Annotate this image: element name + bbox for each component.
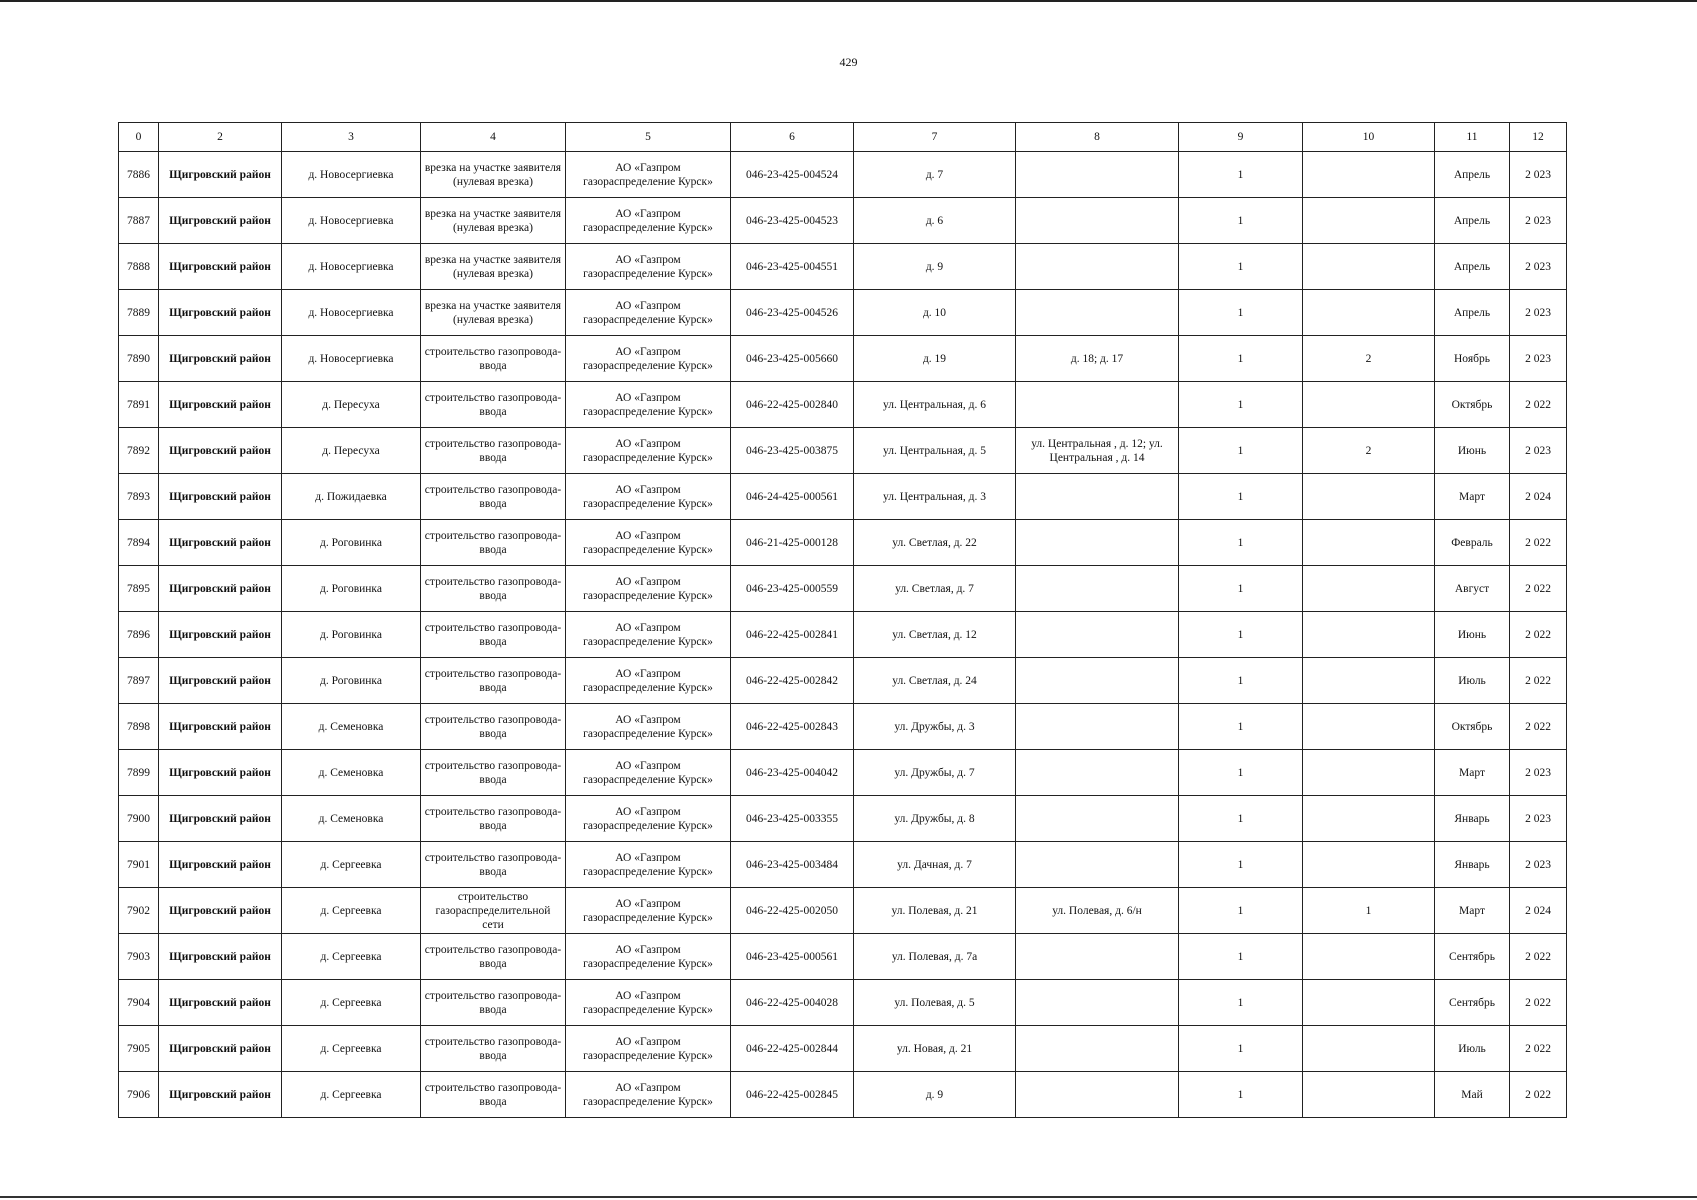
cell-extra-count [1303, 152, 1435, 198]
cell-settlement: д. Семеновка [282, 750, 421, 796]
cell-row-number: 7905 [119, 1026, 159, 1072]
cell-district: Щигровский район [159, 658, 282, 704]
cell-year: 2 023 [1510, 152, 1567, 198]
cell-work-type: врезка на участке заявителя (нулевая врезка) [421, 244, 566, 290]
cell-work-type: строительство газораспределительной сети [421, 888, 566, 934]
cell-work-type: строительство газопровода-ввода [421, 382, 566, 428]
cell-extra-addresses [1016, 704, 1179, 750]
cell-settlement: д. Сергеевка [282, 934, 421, 980]
cell-address: ул. Дружбы, д. 3 [854, 704, 1016, 750]
cell-year: 2 022 [1510, 382, 1567, 428]
cell-address: д. 10 [854, 290, 1016, 336]
table-row [119, 290, 1567, 336]
table-row [119, 658, 1567, 704]
cell-count: 1 [1179, 980, 1303, 1026]
cell-address: ул. Новая, д. 21 [854, 1026, 1016, 1072]
cell-work-type: строительство газопровода-ввода [421, 934, 566, 980]
cell-settlement: д. Сергеевка [282, 842, 421, 888]
cell-application-id: 046-23-425-004523 [731, 198, 854, 244]
cell-settlement: д. Новосергиевка [282, 152, 421, 198]
cell-row-number: 7898 [119, 704, 159, 750]
cell-row-number: 7895 [119, 566, 159, 612]
cell-organization: АО «Газпром газораспределение Курск» [566, 566, 731, 612]
cell-month: Апрель [1435, 152, 1510, 198]
cell-work-type: строительство газопровода-ввода [421, 842, 566, 888]
cell-organization: АО «Газпром газораспределение Курск» [566, 750, 731, 796]
cell-address: д. 9 [854, 244, 1016, 290]
cell-count: 1 [1179, 842, 1303, 888]
cell-work-type: строительство газопровода-ввода [421, 1026, 566, 1072]
table-row [119, 244, 1567, 290]
cell-extra-count: 1 [1303, 888, 1435, 934]
cell-extra-addresses [1016, 520, 1179, 566]
cell-settlement: д. Семеновка [282, 796, 421, 842]
cell-settlement: д. Новосергиевка [282, 198, 421, 244]
cell-extra-addresses [1016, 658, 1179, 704]
cell-row-number: 7904 [119, 980, 159, 1026]
cell-address: ул. Дачная, д. 7 [854, 842, 1016, 888]
table-row [119, 888, 1567, 934]
cell-work-type: строительство газопровода-ввода [421, 566, 566, 612]
cell-settlement: д. Новосергиевка [282, 244, 421, 290]
cell-count: 1 [1179, 658, 1303, 704]
cell-organization: АО «Газпром газораспределение Курск» [566, 152, 731, 198]
cell-settlement: д. Пересуха [282, 382, 421, 428]
cell-extra-count [1303, 842, 1435, 888]
cell-row-number: 7899 [119, 750, 159, 796]
cell-district: Щигровский район [159, 704, 282, 750]
data-table [118, 122, 1567, 1118]
cell-row-number: 7893 [119, 474, 159, 520]
cell-count: 1 [1179, 704, 1303, 750]
column-header-0: 0 [119, 123, 159, 152]
cell-organization: АО «Газпром газораспределение Курск» [566, 612, 731, 658]
cell-count: 1 [1179, 612, 1303, 658]
cell-address: ул. Центральная, д. 5 [854, 428, 1016, 474]
cell-row-number: 7896 [119, 612, 159, 658]
cell-extra-addresses [1016, 980, 1179, 1026]
cell-district: Щигровский район [159, 290, 282, 336]
cell-settlement: д. Новосергиевка [282, 336, 421, 382]
column-header-2: 2 [159, 123, 282, 152]
cell-extra-count [1303, 1072, 1435, 1118]
cell-settlement: д. Сергеевка [282, 888, 421, 934]
cell-month: Сентябрь [1435, 980, 1510, 1026]
cell-settlement: д. Роговинка [282, 520, 421, 566]
cell-work-type: строительство газопровода-ввода [421, 474, 566, 520]
cell-year: 2 023 [1510, 290, 1567, 336]
cell-extra-count [1303, 612, 1435, 658]
scan-bottom-edge [0, 1196, 1697, 1198]
cell-work-type: строительство газопровода-ввода [421, 336, 566, 382]
cell-extra-count [1303, 750, 1435, 796]
cell-extra-count [1303, 198, 1435, 244]
cell-month: Январь [1435, 842, 1510, 888]
cell-application-id: 046-23-425-003484 [731, 842, 854, 888]
cell-extra-addresses [1016, 244, 1179, 290]
cell-organization: АО «Газпром газораспределение Курск» [566, 520, 731, 566]
cell-extra-count [1303, 566, 1435, 612]
cell-year: 2 023 [1510, 428, 1567, 474]
cell-extra-count: 2 [1303, 428, 1435, 474]
cell-organization: АО «Газпром газораспределение Курск» [566, 474, 731, 520]
cell-row-number: 7894 [119, 520, 159, 566]
cell-district: Щигровский район [159, 152, 282, 198]
cell-application-id: 046-22-425-002841 [731, 612, 854, 658]
cell-month: Март [1435, 474, 1510, 520]
table-row [119, 382, 1567, 428]
cell-month: Март [1435, 750, 1510, 796]
cell-application-id: 046-22-425-002050 [731, 888, 854, 934]
cell-year: 2 023 [1510, 796, 1567, 842]
cell-organization: АО «Газпром газораспределение Курск» [566, 934, 731, 980]
table-row [119, 474, 1567, 520]
cell-address: ул. Дружбы, д. 7 [854, 750, 1016, 796]
column-header-8: 8 [1016, 123, 1179, 152]
cell-address: ул. Светлая, д. 22 [854, 520, 1016, 566]
cell-organization: АО «Газпром газораспределение Курск» [566, 428, 731, 474]
column-header-6: 6 [731, 123, 854, 152]
cell-month: Март [1435, 888, 1510, 934]
cell-district: Щигровский район [159, 842, 282, 888]
table-row [119, 566, 1567, 612]
cell-extra-count [1303, 796, 1435, 842]
cell-address: ул. Полевая, д. 5 [854, 980, 1016, 1026]
table-row [119, 842, 1567, 888]
cell-row-number: 7906 [119, 1072, 159, 1118]
cell-month: Апрель [1435, 244, 1510, 290]
cell-district: Щигровский район [159, 520, 282, 566]
cell-month: Апрель [1435, 290, 1510, 336]
cell-count: 1 [1179, 474, 1303, 520]
cell-extra-addresses [1016, 152, 1179, 198]
cell-row-number: 7892 [119, 428, 159, 474]
cell-organization: АО «Газпром газораспределение Курск» [566, 1026, 731, 1072]
cell-application-id: 046-23-425-004524 [731, 152, 854, 198]
cell-address: ул. Центральная, д. 3 [854, 474, 1016, 520]
cell-month: Июнь [1435, 612, 1510, 658]
cell-month: Октябрь [1435, 382, 1510, 428]
cell-row-number: 7897 [119, 658, 159, 704]
cell-year: 2 022 [1510, 658, 1567, 704]
cell-district: Щигровский район [159, 980, 282, 1026]
cell-month: Апрель [1435, 198, 1510, 244]
cell-extra-count [1303, 290, 1435, 336]
cell-count: 1 [1179, 566, 1303, 612]
cell-year: 2 022 [1510, 934, 1567, 980]
table-row [119, 1026, 1567, 1072]
cell-work-type: строительство газопровода-ввода [421, 658, 566, 704]
header-row [119, 123, 1567, 152]
cell-count: 1 [1179, 382, 1303, 428]
cell-address: д. 19 [854, 336, 1016, 382]
cell-organization: АО «Газпром газораспределение Курск» [566, 336, 731, 382]
cell-application-id: 046-23-425-003875 [731, 428, 854, 474]
cell-count: 1 [1179, 750, 1303, 796]
cell-row-number: 7900 [119, 796, 159, 842]
cell-work-type: строительство газопровода-ввода [421, 1072, 566, 1118]
cell-address: ул. Светлая, д. 24 [854, 658, 1016, 704]
cell-district: Щигровский район [159, 336, 282, 382]
cell-organization: АО «Газпром газораспределение Курск» [566, 290, 731, 336]
table-row [119, 152, 1567, 198]
cell-application-id: 046-21-425-000128 [731, 520, 854, 566]
cell-month: Ноябрь [1435, 336, 1510, 382]
cell-application-id: 046-23-425-004042 [731, 750, 854, 796]
cell-row-number: 7901 [119, 842, 159, 888]
cell-month: Октябрь [1435, 704, 1510, 750]
cell-extra-count [1303, 520, 1435, 566]
cell-extra-count: 2 [1303, 336, 1435, 382]
cell-count: 1 [1179, 198, 1303, 244]
table-body [119, 152, 1567, 1118]
cell-application-id: 046-22-425-002842 [731, 658, 854, 704]
cell-district: Щигровский район [159, 428, 282, 474]
cell-count: 1 [1179, 934, 1303, 980]
cell-count: 1 [1179, 336, 1303, 382]
cell-organization: АО «Газпром газораспределение Курск» [566, 842, 731, 888]
cell-application-id: 046-22-425-002840 [731, 382, 854, 428]
cell-work-type: строительство газопровода-ввода [421, 980, 566, 1026]
cell-settlement: д. Сергеевка [282, 980, 421, 1026]
cell-district: Щигровский район [159, 244, 282, 290]
cell-year: 2 022 [1510, 980, 1567, 1026]
cell-count: 1 [1179, 1026, 1303, 1072]
cell-extra-addresses [1016, 474, 1179, 520]
cell-year: 2 023 [1510, 336, 1567, 382]
cell-month: Июль [1435, 1026, 1510, 1072]
cell-row-number: 7887 [119, 198, 159, 244]
cell-extra-count [1303, 1026, 1435, 1072]
table-row [119, 428, 1567, 474]
table-row [119, 198, 1567, 244]
cell-settlement: д. Роговинка [282, 658, 421, 704]
cell-organization: АО «Газпром газораспределение Курск» [566, 1072, 731, 1118]
cell-application-id: 046-23-425-003355 [731, 796, 854, 842]
cell-row-number: 7902 [119, 888, 159, 934]
cell-year: 2 023 [1510, 750, 1567, 796]
cell-organization: АО «Газпром газораспределение Курск» [566, 796, 731, 842]
table-row [119, 612, 1567, 658]
cell-count: 1 [1179, 290, 1303, 336]
cell-address: ул. Центральная, д. 6 [854, 382, 1016, 428]
cell-year: 2 024 [1510, 888, 1567, 934]
cell-month: Июнь [1435, 428, 1510, 474]
cell-application-id: 046-23-425-004551 [731, 244, 854, 290]
cell-year: 2 023 [1510, 244, 1567, 290]
cell-extra-addresses: д. 18; д. 17 [1016, 336, 1179, 382]
cell-district: Щигровский район [159, 198, 282, 244]
cell-application-id: 046-24-425-000561 [731, 474, 854, 520]
cell-month: Январь [1435, 796, 1510, 842]
cell-settlement: д. Сергеевка [282, 1026, 421, 1072]
cell-count: 1 [1179, 152, 1303, 198]
cell-settlement: д. Сергеевка [282, 1072, 421, 1118]
cell-year: 2 022 [1510, 704, 1567, 750]
cell-year: 2 022 [1510, 1072, 1567, 1118]
column-header-3: 3 [282, 123, 421, 152]
cell-month: Май [1435, 1072, 1510, 1118]
cell-district: Щигровский район [159, 796, 282, 842]
cell-district: Щигровский район [159, 382, 282, 428]
cell-application-id: 046-23-425-004526 [731, 290, 854, 336]
cell-month: Август [1435, 566, 1510, 612]
cell-extra-count [1303, 704, 1435, 750]
cell-address: ул. Светлая, д. 7 [854, 566, 1016, 612]
cell-organization: АО «Газпром газораспределение Курск» [566, 658, 731, 704]
cell-year: 2 022 [1510, 612, 1567, 658]
cell-extra-addresses [1016, 612, 1179, 658]
column-header-10: 10 [1303, 123, 1435, 152]
cell-address: д. 7 [854, 152, 1016, 198]
table-row [119, 750, 1567, 796]
cell-extra-addresses [1016, 290, 1179, 336]
cell-settlement: д. Роговинка [282, 612, 421, 658]
cell-application-id: 046-22-425-004028 [731, 980, 854, 1026]
cell-extra-addresses [1016, 382, 1179, 428]
page-number: 429 [839, 55, 858, 69]
cell-application-id: 046-22-425-002844 [731, 1026, 854, 1072]
cell-extra-addresses [1016, 566, 1179, 612]
cell-organization: АО «Газпром газораспределение Курск» [566, 704, 731, 750]
table-row [119, 520, 1567, 566]
cell-district: Щигровский район [159, 474, 282, 520]
cell-district: Щигровский район [159, 566, 282, 612]
cell-year: 2 022 [1510, 1026, 1567, 1072]
cell-work-type: строительство газопровода-ввода [421, 428, 566, 474]
column-header-9: 9 [1179, 123, 1303, 152]
column-header-7: 7 [854, 123, 1016, 152]
cell-work-type: строительство газопровода-ввода [421, 612, 566, 658]
scan-top-edge [0, 0, 1697, 2]
cell-row-number: 7890 [119, 336, 159, 382]
cell-organization: АО «Газпром газораспределение Курск» [566, 244, 731, 290]
cell-settlement: д. Новосергиевка [282, 290, 421, 336]
column-header-12: 12 [1510, 123, 1567, 152]
cell-organization: АО «Газпром газораспределение Курск» [566, 382, 731, 428]
cell-extra-addresses: ул. Центральная , д. 12; ул. Центральная , д. 14 [1016, 428, 1179, 474]
column-header-11: 11 [1435, 123, 1510, 152]
cell-work-type: врезка на участке заявителя (нулевая врезка) [421, 198, 566, 244]
table-row [119, 796, 1567, 842]
cell-organization: АО «Газпром газораспределение Курск» [566, 198, 731, 244]
cell-district: Щигровский район [159, 1026, 282, 1072]
table-row [119, 704, 1567, 750]
cell-address: ул. Полевая, д. 21 [854, 888, 1016, 934]
cell-address: ул. Полевая, д. 7а [854, 934, 1016, 980]
table-row [119, 934, 1567, 980]
cell-year: 2 023 [1510, 842, 1567, 888]
cell-organization: АО «Газпром газораспределение Курск» [566, 980, 731, 1026]
cell-settlement: д. Семеновка [282, 704, 421, 750]
cell-district: Щигровский район [159, 934, 282, 980]
cell-application-id: 046-23-425-000561 [731, 934, 854, 980]
cell-district: Щигровский район [159, 750, 282, 796]
cell-application-id: 046-22-425-002845 [731, 1072, 854, 1118]
cell-extra-addresses [1016, 198, 1179, 244]
cell-row-number: 7888 [119, 244, 159, 290]
table-row [119, 336, 1567, 382]
cell-year: 2 022 [1510, 566, 1567, 612]
cell-year: 2 022 [1510, 520, 1567, 566]
column-header-5: 5 [566, 123, 731, 152]
cell-year: 2 023 [1510, 198, 1567, 244]
cell-address: д. 9 [854, 1072, 1016, 1118]
cell-work-type: строительство газопровода-ввода [421, 750, 566, 796]
cell-district: Щигровский район [159, 612, 282, 658]
cell-application-id: 046-23-425-005660 [731, 336, 854, 382]
cell-extra-count [1303, 980, 1435, 1026]
cell-address: д. 6 [854, 198, 1016, 244]
cell-row-number: 7889 [119, 290, 159, 336]
cell-settlement: д. Пожидаевка [282, 474, 421, 520]
cell-settlement: д. Роговинка [282, 566, 421, 612]
cell-count: 1 [1179, 428, 1303, 474]
cell-year: 2 024 [1510, 474, 1567, 520]
cell-count: 1 [1179, 520, 1303, 566]
cell-count: 1 [1179, 888, 1303, 934]
cell-address: ул. Светлая, д. 12 [854, 612, 1016, 658]
cell-organization: АО «Газпром газораспределение Курск» [566, 888, 731, 934]
cell-work-type: врезка на участке заявителя (нулевая врезка) [421, 290, 566, 336]
cell-extra-addresses [1016, 934, 1179, 980]
cell-extra-addresses [1016, 1026, 1179, 1072]
cell-row-number: 7903 [119, 934, 159, 980]
cell-settlement: д. Пересуха [282, 428, 421, 474]
cell-application-id: 046-22-425-002843 [731, 704, 854, 750]
cell-extra-count [1303, 658, 1435, 704]
cell-address: ул. Дружбы, д. 8 [854, 796, 1016, 842]
cell-district: Щигровский район [159, 1072, 282, 1118]
cell-row-number: 7891 [119, 382, 159, 428]
cell-extra-addresses [1016, 1072, 1179, 1118]
cell-count: 1 [1179, 1072, 1303, 1118]
cell-extra-count [1303, 382, 1435, 428]
cell-extra-count [1303, 934, 1435, 980]
cell-count: 1 [1179, 796, 1303, 842]
column-header-4: 4 [421, 123, 566, 152]
cell-month: Сентябрь [1435, 934, 1510, 980]
cell-row-number: 7886 [119, 152, 159, 198]
table-row [119, 1072, 1567, 1118]
cell-extra-count [1303, 474, 1435, 520]
cell-application-id: 046-23-425-000559 [731, 566, 854, 612]
cell-extra-addresses: ул. Полевая, д. 6/н [1016, 888, 1179, 934]
cell-work-type: строительство газопровода-ввода [421, 704, 566, 750]
cell-district: Щигровский район [159, 888, 282, 934]
cell-extra-addresses [1016, 750, 1179, 796]
cell-extra-addresses [1016, 796, 1179, 842]
table-row [119, 980, 1567, 1026]
cell-extra-addresses [1016, 842, 1179, 888]
cell-work-type: врезка на участке заявителя (нулевая врезка) [421, 152, 566, 198]
cell-month: Февраль [1435, 520, 1510, 566]
cell-work-type: строительство газопровода-ввода [421, 796, 566, 842]
cell-count: 1 [1179, 244, 1303, 290]
cell-extra-count [1303, 244, 1435, 290]
cell-month: Июль [1435, 658, 1510, 704]
cell-work-type: строительство газопровода-ввода [421, 520, 566, 566]
